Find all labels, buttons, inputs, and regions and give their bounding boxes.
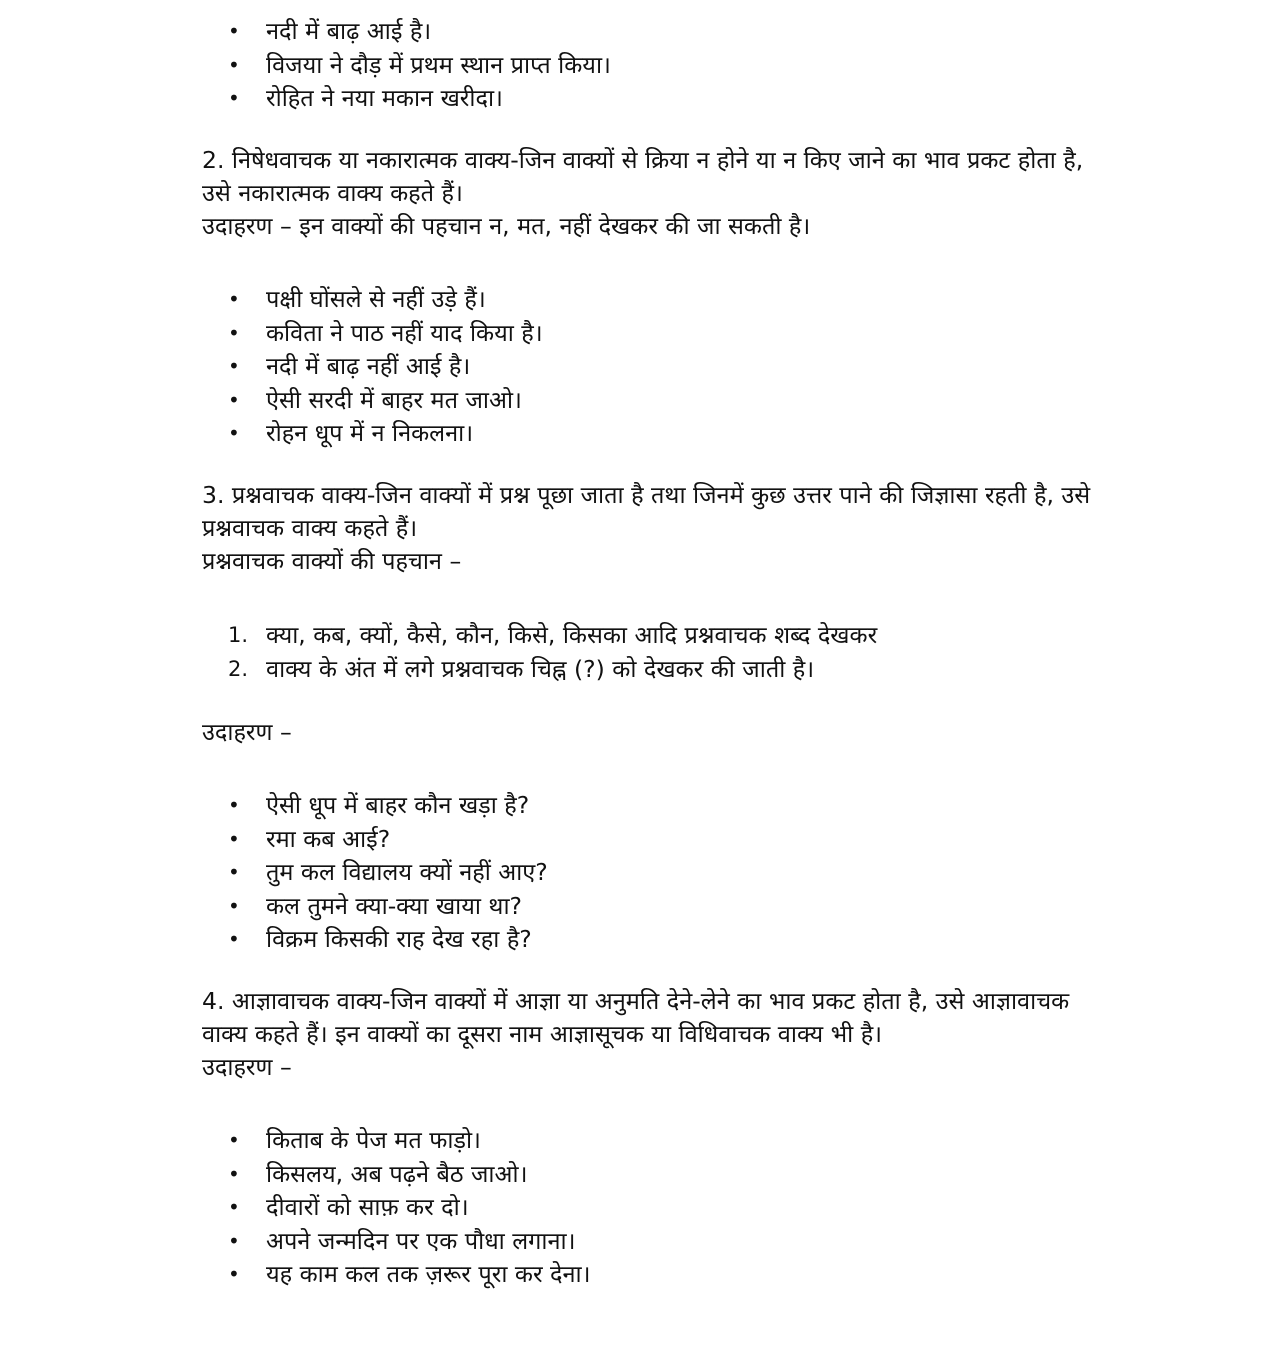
example-note: उदाहरण – इन वाक्यों की पहचान न, मत, नहीं देखकर की जा सकती है।	[202, 212, 811, 240]
bullet-icon: •	[228, 826, 240, 851]
list-item: • कल तुमने क्या-क्या खाया था?	[202, 890, 548, 924]
bullet-icon: •	[228, 1161, 240, 1186]
list-item: • रोहन धूप में न निकलना।	[202, 417, 543, 451]
interrogative-example-list	[202, 789, 548, 957]
bullet-icon: •	[228, 893, 240, 918]
list-item: • ऐसी धूप में बाहर कौन खड़ा है?	[202, 789, 548, 823]
bullet-icon: •	[228, 860, 240, 884]
bullet-icon: •	[228, 320, 240, 345]
section-heading-continued: उसे नकारात्मक वाक्य कहते हैं।	[202, 179, 463, 207]
list-item: • नदी में बाढ़ नहीं आई है।	[202, 350, 543, 384]
section-interrogative-sentences	[202, 479, 1212, 578]
section-heading: 4. आज्ञावाचक वाक्य-जिन वाक्यों में आज्ञा या अनुमति देने-लेने का भाव प्रकट होता है, उसे आज्ञावाचक	[202, 987, 1070, 1015]
bullet-icon: •	[228, 1195, 240, 1219]
list-item: • विक्रम किसकी राह देख रहा है?	[202, 923, 548, 957]
list-item: • ऐसी सरदी में बाहर मत जाओ।	[202, 384, 543, 418]
imperative-example-list	[202, 1124, 591, 1292]
bullet-icon: •	[228, 793, 240, 817]
section-heading-continued: प्रश्नवाचक वाक्य कहते हैं।	[202, 514, 418, 542]
example-label: उदाहरण –	[202, 718, 292, 746]
list-item: • किताब के पेज मत फाड़ो।	[202, 1124, 591, 1158]
section-imperative-sentences	[202, 985, 1212, 1084]
bullet-icon: •	[228, 1262, 240, 1286]
bullet-icon: •	[228, 927, 240, 951]
list-item: • यह काम कल तक ज़रूर पूरा कर देना।	[202, 1258, 591, 1292]
bullet-icon: •	[228, 19, 240, 43]
list-item: • रमा कब आई?	[202, 823, 548, 857]
bullet-icon: •	[228, 354, 240, 378]
negative-example-list	[202, 283, 543, 451]
list-item: • दीवारों को साफ़ कर दो।	[202, 1191, 591, 1225]
list-item: • कविता ने पाठ नहीं याद किया है।	[202, 317, 543, 351]
bullet-icon: •	[228, 86, 240, 110]
numbered-item: 2. वाक्य के अंत में लगे प्रश्नवाचक चिह्न (?) को देखकर की जाती है।	[228, 654, 815, 683]
bullet-icon: •	[228, 287, 240, 311]
list-item: • किसलय, अब पढ़ने बैठ जाओ।	[202, 1158, 591, 1192]
bullet-icon: •	[228, 52, 240, 77]
bullet-icon: •	[228, 1128, 240, 1152]
list-item: • पक्षी घोंसले से नहीं उड़े हैं।	[202, 283, 543, 317]
identification-list	[202, 619, 877, 686]
bullet-icon: •	[228, 421, 240, 445]
section-heading: 3. प्रश्नवाचक वाक्य-जिन वाक्यों में प्रश्न पूछा जाता है तथा जिनमें कुछ उत्तर पाने की जिज्ञासा रहती है, उसे	[202, 481, 1091, 509]
top-example-list	[202, 15, 611, 116]
section-heading-continued: वाक्य कहते हैं। इन वाक्यों का दूसरा नाम आज्ञासूचक या विधिवाचक वाक्य भी है।	[202, 1020, 883, 1048]
list-item: • तुम कल विद्यालय क्यों नहीं आए?	[202, 856, 548, 890]
section-heading: 2. निषेधवाचक या नकारात्मक वाक्य-जिन वाक्यों से क्रिया न होने या न किए जाने का भाव प्रकट होता है,	[202, 146, 1084, 174]
bullet-icon: •	[228, 1228, 240, 1253]
example-label: उदाहरण –	[202, 1053, 292, 1081]
section-negative-sentences	[202, 144, 1212, 243]
list-item: • नदी में बाढ़ आई है।	[202, 15, 611, 49]
numbered-item: 1. क्या, कब, क्यों, कैसे, कौन, किसे, किसका आदि प्रश्नवाचक शब्द देखकर	[228, 621, 878, 649]
identification-label: प्रश्नवाचक वाक्यों की पहचान –	[202, 547, 462, 575]
list-item: • रोहित ने नया मकान खरीदा।	[202, 82, 611, 116]
list-item: • अपने जन्मदिन पर एक पौधा लगाना।	[202, 1225, 591, 1259]
list-item: • विजया ने दौड़ में प्रथम स्थान प्राप्त किया।	[202, 49, 611, 83]
bullet-icon: •	[228, 387, 240, 412]
